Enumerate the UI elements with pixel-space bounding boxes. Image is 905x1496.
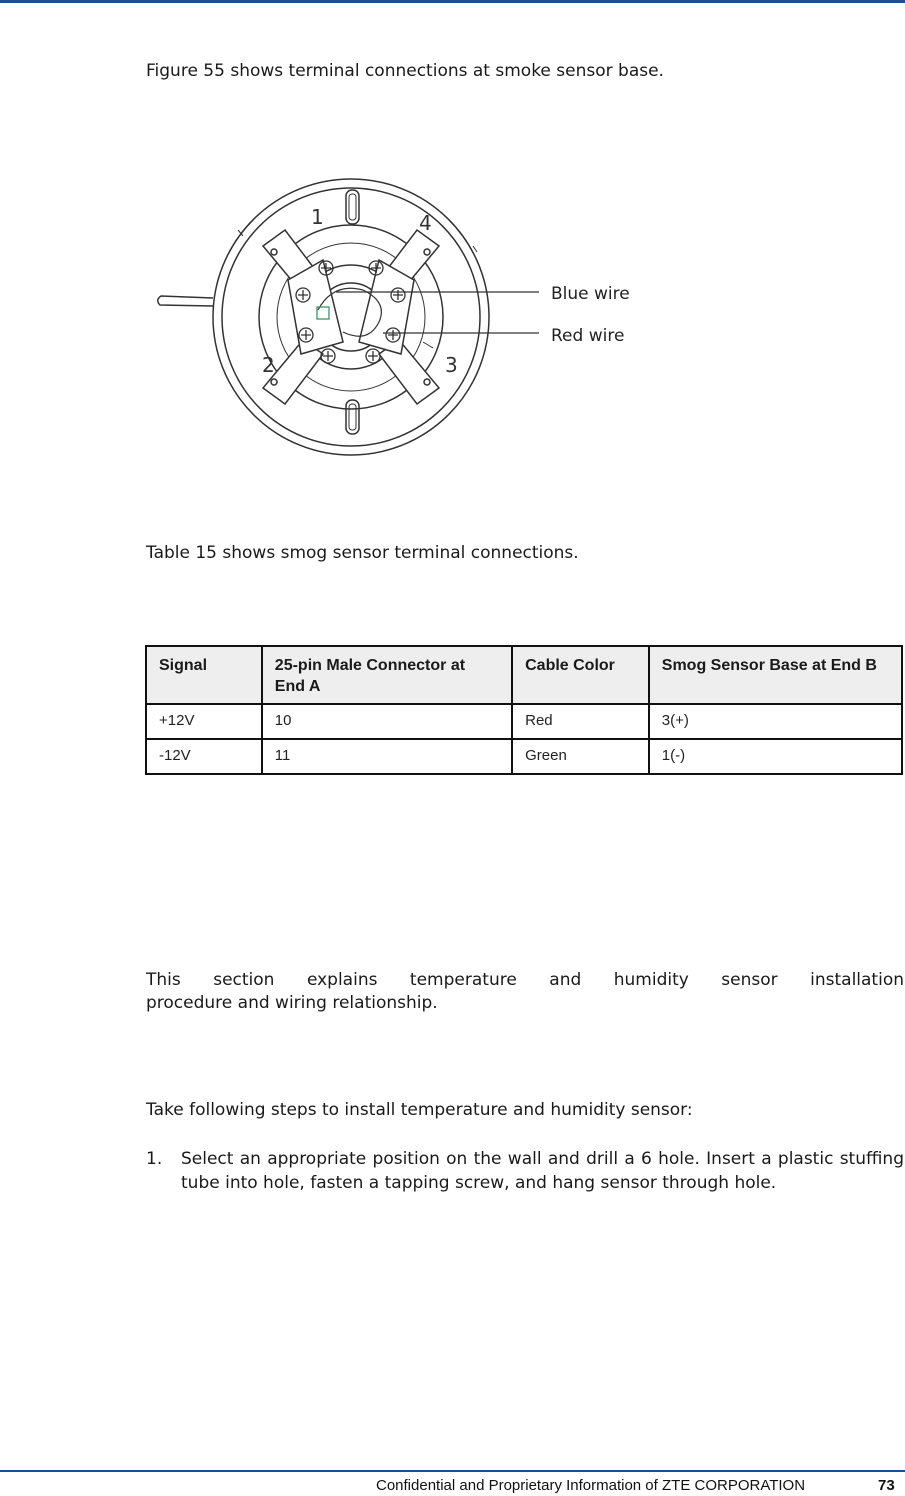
table-header-row	[146, 646, 902, 704]
table-row	[146, 704, 902, 739]
section-intro-line-1: This section explains temperature and humidity sensor installation	[146, 970, 904, 990]
header-cable-color: Cable Color	[512, 646, 649, 704]
table-row	[146, 739, 902, 774]
cell-signal: +12V	[146, 704, 262, 739]
header-connector-end-a: 25-pin Male Connector at End A	[262, 646, 512, 704]
step-text: Select an appropriate position on the wall and drill a 6 hole. Insert a plastic stuffing tube into hole, fasten a tapping screw, and hang sensor through hole.	[181, 1149, 904, 1193]
cable	[158, 296, 213, 306]
cell-connector-pin: 10	[262, 704, 512, 739]
header-rule	[0, 0, 905, 3]
footer-rule	[0, 1470, 905, 1472]
header-sensor-base-end-b: Smog Sensor Base at End B	[649, 646, 902, 704]
steps-intro-text: Take following steps to install temperature and humidity sensor:	[146, 1100, 693, 1120]
terminal-label-2: 2	[262, 353, 275, 377]
footer-confidential: Confidential and Proprietary Information of ZTE CORPORATION	[376, 1477, 806, 1494]
header-signal: Signal	[146, 646, 262, 704]
smoke-sensor-base-figure	[143, 172, 651, 462]
terminal-label-3: 3	[445, 353, 458, 377]
table-intro-text: Table 15 shows smog sensor terminal connections.	[146, 543, 579, 563]
cell-sensor-terminal: 3(+)	[649, 704, 902, 739]
blue-wire-label: Blue wire	[551, 284, 630, 304]
bottom-slot	[346, 400, 359, 434]
cell-sensor-terminal: 1(-)	[649, 739, 902, 774]
cell-cable-color: Green	[512, 739, 649, 774]
page-number: 73	[878, 1477, 895, 1494]
top-slot	[346, 190, 359, 224]
terminal-label-4: 4	[419, 211, 432, 235]
step-number: 1.	[146, 1149, 163, 1169]
outer-ring-inner	[222, 188, 480, 446]
figure-intro-text: Figure 55 shows terminal connections at smoke sensor base.	[146, 61, 664, 81]
section-intro-line-2: procedure and wiring relationship.	[146, 993, 438, 1013]
cell-connector-pin: 11	[262, 739, 512, 774]
red-wire-label: Red wire	[551, 326, 625, 346]
cell-cable-color: Red	[512, 704, 649, 739]
terminal-label-1: 1	[311, 205, 324, 229]
cell-signal: -12V	[146, 739, 262, 774]
terminal-connection-table	[145, 645, 903, 775]
sensor-base-diagram	[143, 172, 651, 462]
